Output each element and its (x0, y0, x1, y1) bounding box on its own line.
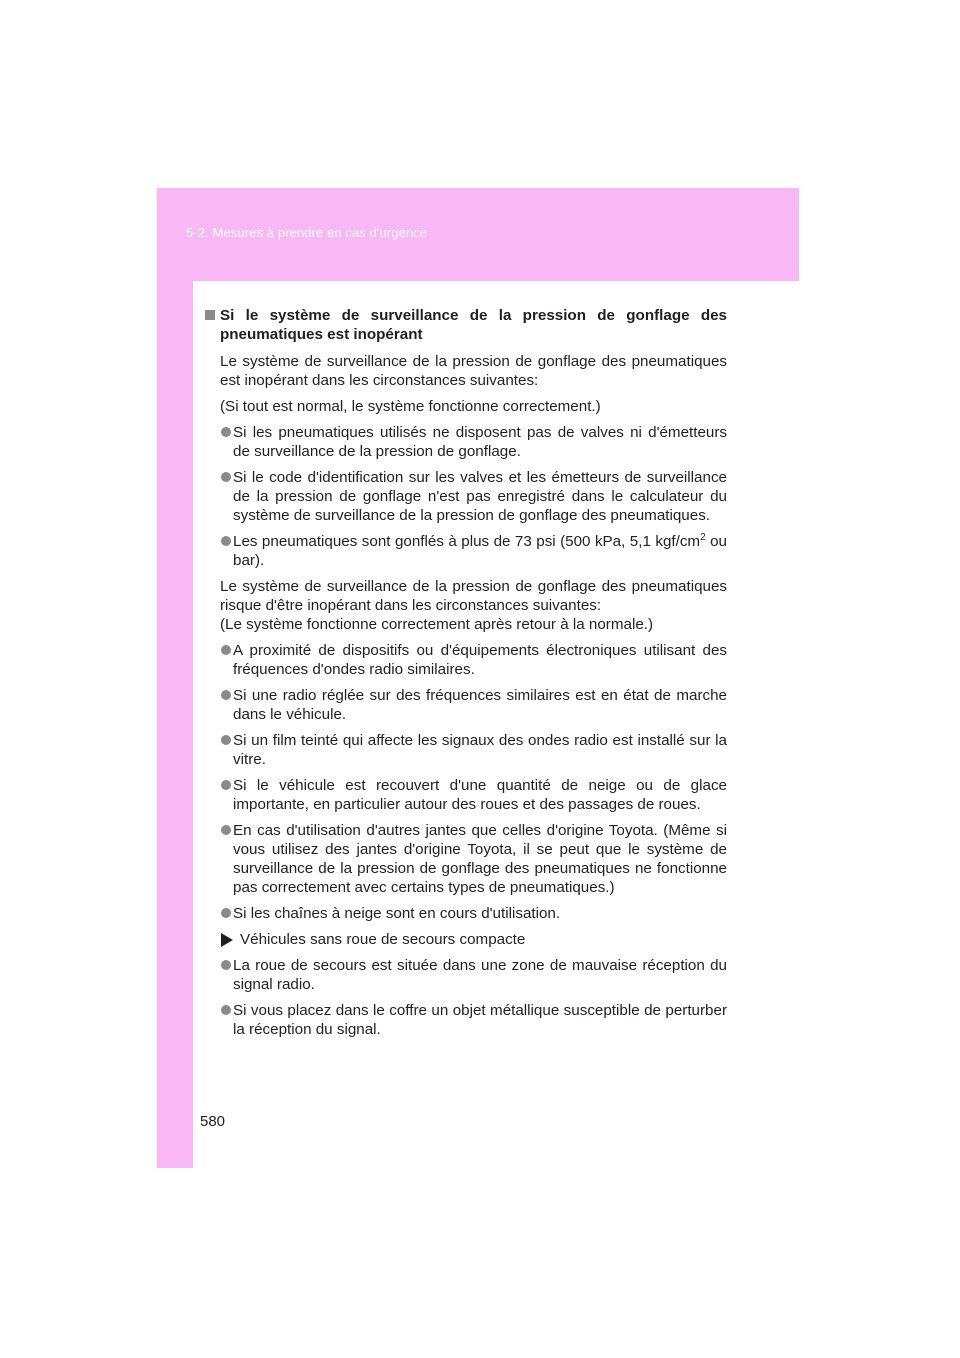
list-item-suffix: ou bar). (233, 533, 727, 569)
list-item-text: Si une radio réglée sur des fréquences similaires est en état de marche dans le véhicule. (233, 687, 727, 723)
list-item-text: A proximité de dispositifs ou d'équipements électroniques utilisant des fréquences d'ondes radio similaires. (233, 642, 727, 678)
page-number: 580 (200, 1113, 226, 1130)
superscript: 2 (700, 531, 706, 543)
circle-bullet-icon (221, 735, 231, 745)
list-item-text: En cas d'utilisation d'autres jantes que celles d'origine Toyota. (Même si vous utilisez des jantes d'origine Toyota, il se peut que le système de surveillance de la pression de gonflage des pneumatiques ne fonctionne pas correctement avec certains types de pneumatiques.) (233, 822, 727, 896)
list-item (205, 641, 727, 679)
list-item (205, 686, 727, 724)
list-item (205, 532, 727, 570)
circle-bullet-icon (221, 1005, 231, 1015)
list-item (205, 821, 727, 897)
list-item-text: La roue de secours est située dans une zone de mauvaise réception du signal radio. (233, 957, 727, 993)
circle-bullet-icon (221, 536, 231, 546)
heading-text: Si le système de surveillance de la pression de gonflage des pneumatiques est inopérant (220, 307, 727, 343)
list-item (205, 904, 727, 923)
subsection-label (205, 930, 727, 949)
list-item-text: Si le véhicule est recouvert d'une quantité de neige ou de glace importante, en particulier autour des roues et des passages de roues. (233, 777, 727, 813)
list-item (205, 956, 727, 994)
square-bullet-icon (205, 310, 215, 320)
list-item (205, 423, 727, 461)
list-item-text: Si un film teinté qui affecte les signaux des ondes radio est installé sur la vitre. (233, 732, 727, 768)
list-item (205, 731, 727, 769)
subsection-text: Véhicules sans roue de secours compacte (240, 931, 526, 948)
list-item-text: Si les pneumatiques utilisés ne disposent pas de valves ni d'émetteurs de surveillance de la pression de gonflage. (233, 424, 727, 460)
list-item-text: Si vous placez dans le coffre un objet métallique susceptible de perturber la réception du signal. (233, 1002, 727, 1038)
list-item-text: Si le code d'identification sur les valves et les émetteurs de surveillance de la pression de gonflage n'est pas enregistré dans le calculateur du système de surveillance de la pression de gonflage des pneumatiques. (233, 469, 727, 524)
intro-note-1: (Si tout est normal, le système fonctionne correctement.) (220, 398, 601, 415)
list-item-text: Les pneumatiques sont gonflés à plus de 73 psi (500 kPa, 5,1 kgf/cm (233, 533, 701, 550)
list-item (205, 1001, 727, 1039)
section-title: 5-2. Mesures à prendre en cas d'urgence (186, 225, 428, 240)
list-item (205, 468, 727, 525)
intro-paragraph-1: Le système de surveillance de la pression de gonflage des pneumatiques est inopérant dans les circonstances suivantes: (220, 353, 727, 389)
circle-bullet-icon (221, 645, 231, 655)
intro-note-2: (Le système fonctionne correctement après retour à la normale.) (220, 616, 654, 633)
list-item-text: Si les chaînes à neige sont en cours d'utilisation. (233, 905, 561, 922)
section-heading (205, 306, 727, 344)
circle-bullet-icon (221, 960, 231, 970)
circle-bullet-icon (221, 780, 231, 790)
circle-bullet-icon (221, 427, 231, 437)
page-side-band (157, 188, 193, 1168)
main-content (205, 306, 727, 1046)
circle-bullet-icon (221, 472, 231, 482)
arrow-right-icon (221, 933, 233, 947)
circle-bullet-icon (221, 825, 231, 835)
circle-bullet-icon (221, 690, 231, 700)
intro-paragraph-2: Le système de surveillance de la pression de gonflage des pneumatiques risque d'être inopérant dans les circonstances suivantes: (220, 578, 727, 614)
circle-bullet-icon (221, 908, 231, 918)
list-item (205, 776, 727, 814)
